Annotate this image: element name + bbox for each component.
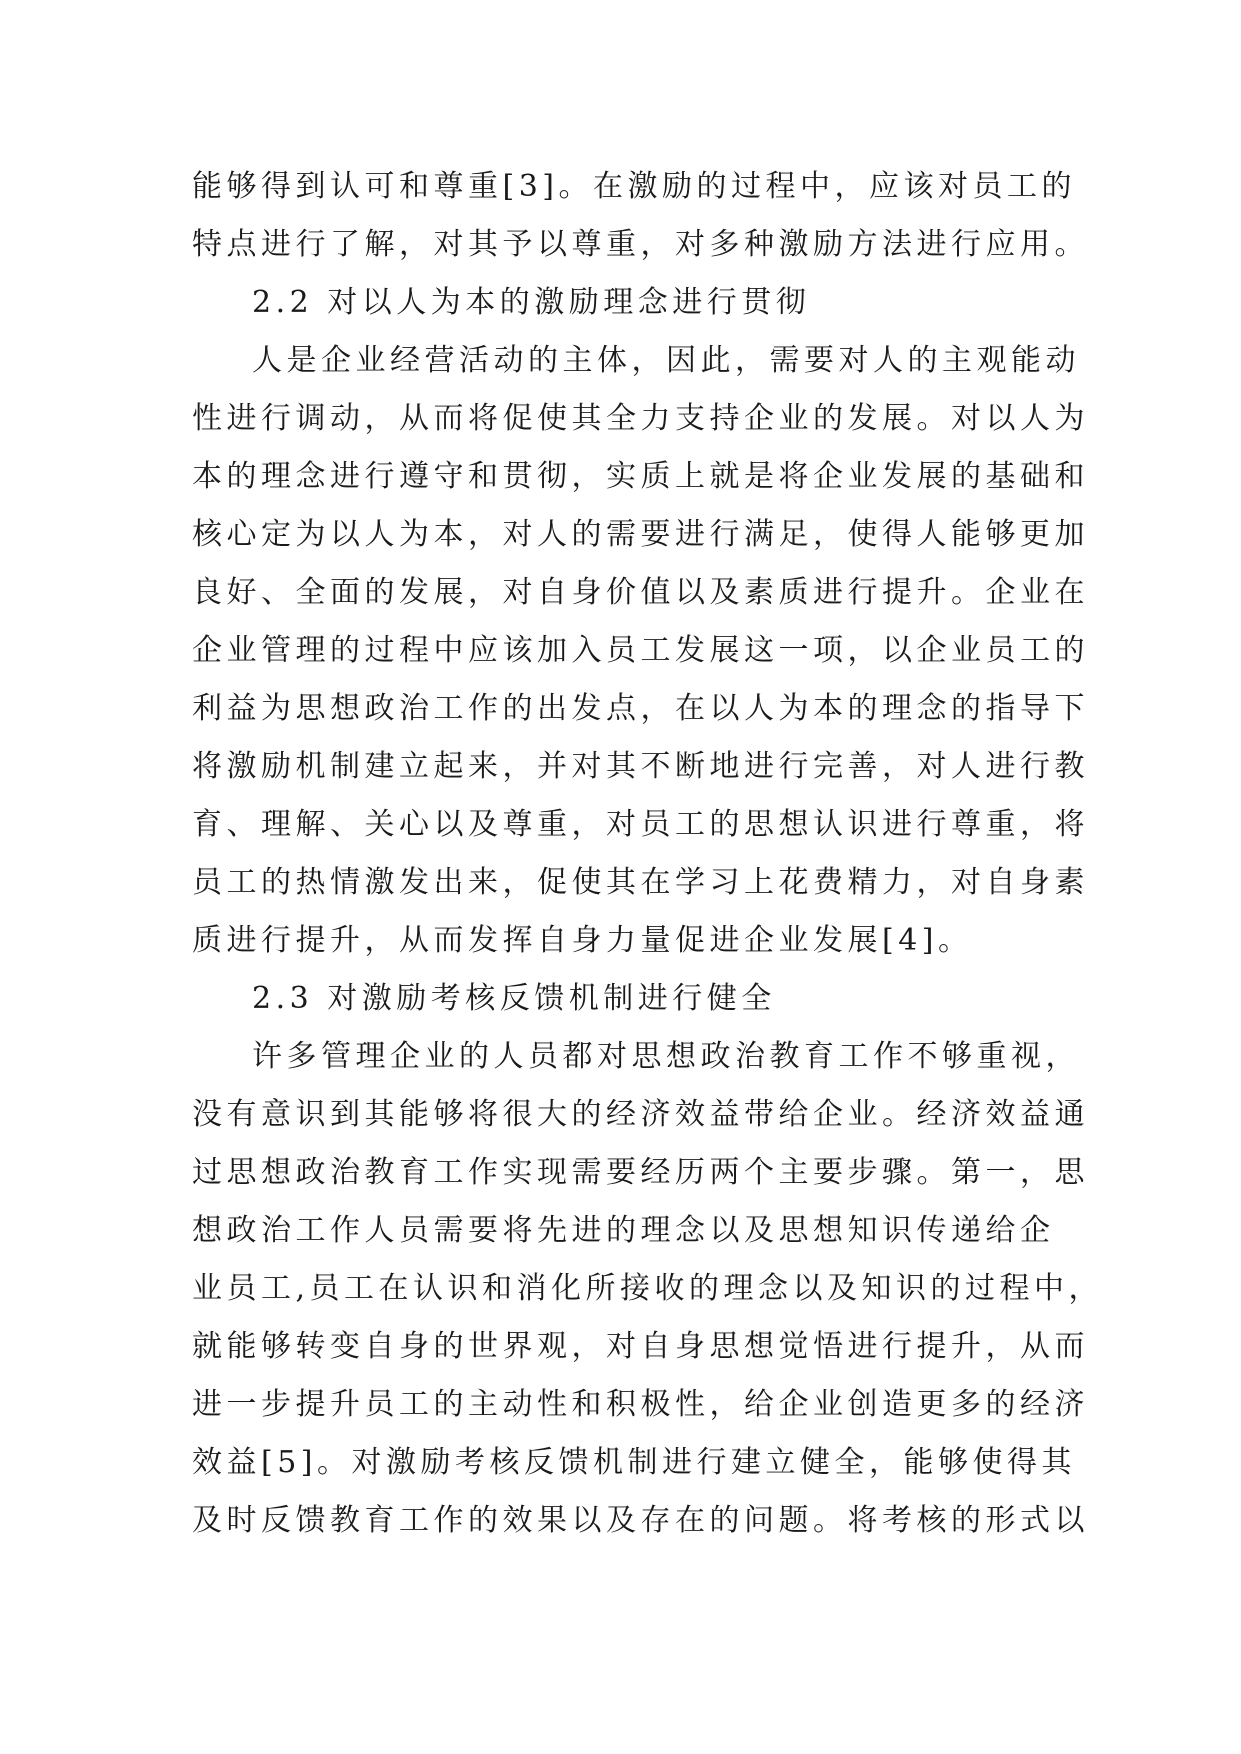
- paragraph-line: 特点进行了解，对其予以尊重，对多种激励方法进行应用。: [192, 227, 1089, 262]
- paragraph-line: 及时反馈教育工作的效果以及存在的问题。将考核的形式以: [192, 1503, 1089, 1538]
- paragraph-line: 企业管理的过程中应该加入员工发展这一项，以企业员工的: [192, 633, 1089, 668]
- paragraph-line: 良好、全面的发展，对自身价值以及素质进行提升。企业在: [192, 575, 1089, 610]
- paragraph-line: 员工的热情激发出来，促使其在学习上花费精力，对自身素: [192, 865, 1089, 900]
- paragraph-line: 本的理念进行遵守和贯彻，实质上就是将企业发展的基础和: [192, 459, 1089, 494]
- paragraph-line: 效益[5]。对激励考核反馈机制进行建立健全，能够使得其: [192, 1445, 1076, 1480]
- paragraph-line: 进一步提升员工的主动性和积极性，给企业创造更多的经济: [192, 1387, 1089, 1422]
- paragraph-line: 就能够转变自身的世界观，对自身思想觉悟进行提升，从而: [192, 1329, 1089, 1364]
- paragraph-line: 想政治工作人员需要将先进的理念以及思想知识传递给企: [192, 1213, 1055, 1248]
- section-heading-2-3: 2.3 对激励考核反馈机制进行健全: [252, 981, 776, 1016]
- paragraph-line: 性进行调动，从而将促使其全力支持企业的发展。对以人为: [192, 401, 1089, 436]
- paragraph-line: 育、理解、关心以及尊重，对员工的思想认识进行尊重，将: [192, 807, 1089, 842]
- paragraph-line: 人是企业经营活动的主体，因此，需要对人的主观能动: [252, 343, 1080, 378]
- paragraph-line: 过思想政治教育工作实现需要经历两个主要步骤。第一，思: [192, 1155, 1089, 1190]
- paragraph-line: 质进行提升，从而发挥自身力量促进企业发展[4]。: [192, 923, 973, 958]
- paragraph-line: 将激励机制建立起来，并对其不断地进行完善，对人进行教: [192, 749, 1089, 784]
- paragraph-line: 没有意识到其能够将很大的经济效益带给企业。经济效益通: [192, 1097, 1089, 1132]
- section-heading-2-2: 2.2 对以人为本的激励理念进行贯彻: [252, 285, 811, 320]
- paragraph-line: 业员工,员工在认识和消化所接收的理念以及知识的过程中，: [192, 1271, 1104, 1306]
- paragraph-line: 核心定为以人为本，对人的需要进行满足，使得人能够更加: [192, 517, 1089, 552]
- paragraph-line: 能够得到认可和尊重[3]。在激励的过程中，应该对员工的: [192, 169, 1076, 204]
- paragraph-line: 利益为思想政治工作的出发点，在以人为本的理念的指导下: [192, 691, 1089, 726]
- paragraph-line: 许多管理企业的人员都对思想政治教育工作不够重视，: [252, 1039, 1080, 1074]
